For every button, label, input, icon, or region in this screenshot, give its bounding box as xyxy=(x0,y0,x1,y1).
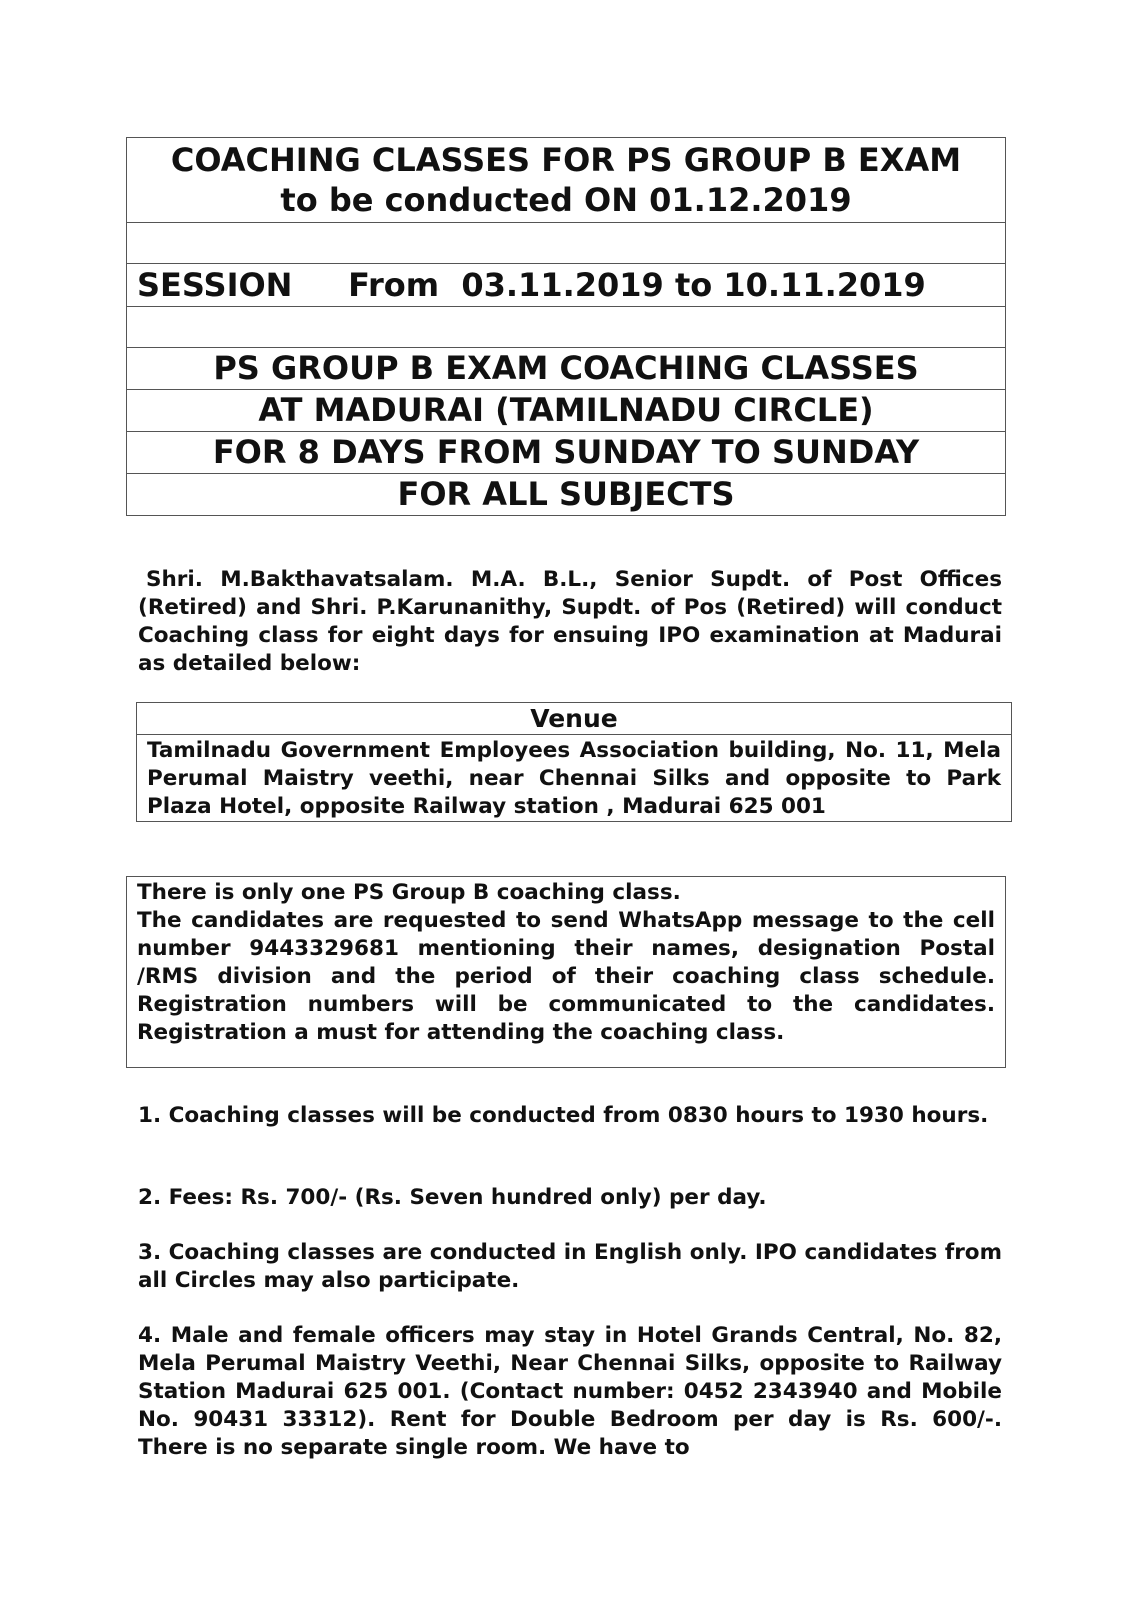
point-2: 2. Fees: Rs. 700/- (Rs. Seven hundred only) per day. xyxy=(138,1185,767,1210)
header-line-4: FOR ALL SUBJECTS xyxy=(127,474,1006,516)
header-empty-row xyxy=(127,307,1006,348)
venue-address: Tamilnadu Government Employees Association building, No. 11, Mela Perumal Maistry veethi, near Chennai Silks and opposite to Park Plaza Hotel, opposite Railway station , Madurai 625 001 xyxy=(147,738,1001,819)
header-session: SESSION From 03.11.2019 to 10.11.2019 xyxy=(127,264,1006,307)
header-table xyxy=(126,137,1006,516)
point-4: 4. Male and female officers may stay in Hotel Grands Central, No. 82, Mela Perumal Maistry Veethi, Near Chennai Silks, opposite to Railway Station Madurai 625 001. (Contact number: 0452 2343940 and Mobile No. 90431 33312). Rent for Double Bedroom per day is Rs. 600/-. There is no separate single room. We have to xyxy=(138,1323,1002,1460)
header-line-2: AT MADURAI (TAMILNADU CIRCLE) xyxy=(127,390,1006,432)
point-1: 1. Coaching classes will be conducted from 0830 hours to 1930 hours. xyxy=(138,1103,989,1128)
notice-box xyxy=(126,876,1006,1068)
header-line-3: FOR 8 DAYS FROM SUNDAY TO SUNDAY xyxy=(127,432,1006,474)
header-line-1: PS GROUP B EXAM COACHING CLASSES xyxy=(127,348,1006,390)
header-title-line1: COACHING CLASSES FOR PS GROUP B EXAM xyxy=(170,141,962,179)
header-title-line2: to be conducted ON 01.12.2019 xyxy=(280,181,852,219)
venue-heading: Venue xyxy=(137,703,1011,735)
point-3: 3. Coaching classes are conducted in English only. IPO candidates from all Circles may also participate. xyxy=(138,1240,1002,1293)
header-empty-row xyxy=(127,223,1006,264)
notice-body: The candidates are requested to send WhatsApp message to the cell number 9443329681 mentioning their names, designation Postal /RMS division and the period of their coaching class schedule. Registration numbers will be communicated to the candidates. Registration a must for attending the coaching class. xyxy=(137,908,995,1045)
intro-paragraph: Shri. M.Bakthavatsalam. M.A. B.L., Senior Supdt. of Post Offices (Retired) and Shri. P.Karunanithy, Supdt. of Pos (Retired) will conduct Coaching class for eight days for ensuing IPO examination at Madurai as detailed below: xyxy=(138,567,1002,676)
notice-line1: There is only one PS Group B coaching class. xyxy=(137,880,681,905)
header-title-cell xyxy=(127,138,1006,223)
venue-box xyxy=(136,702,1012,822)
